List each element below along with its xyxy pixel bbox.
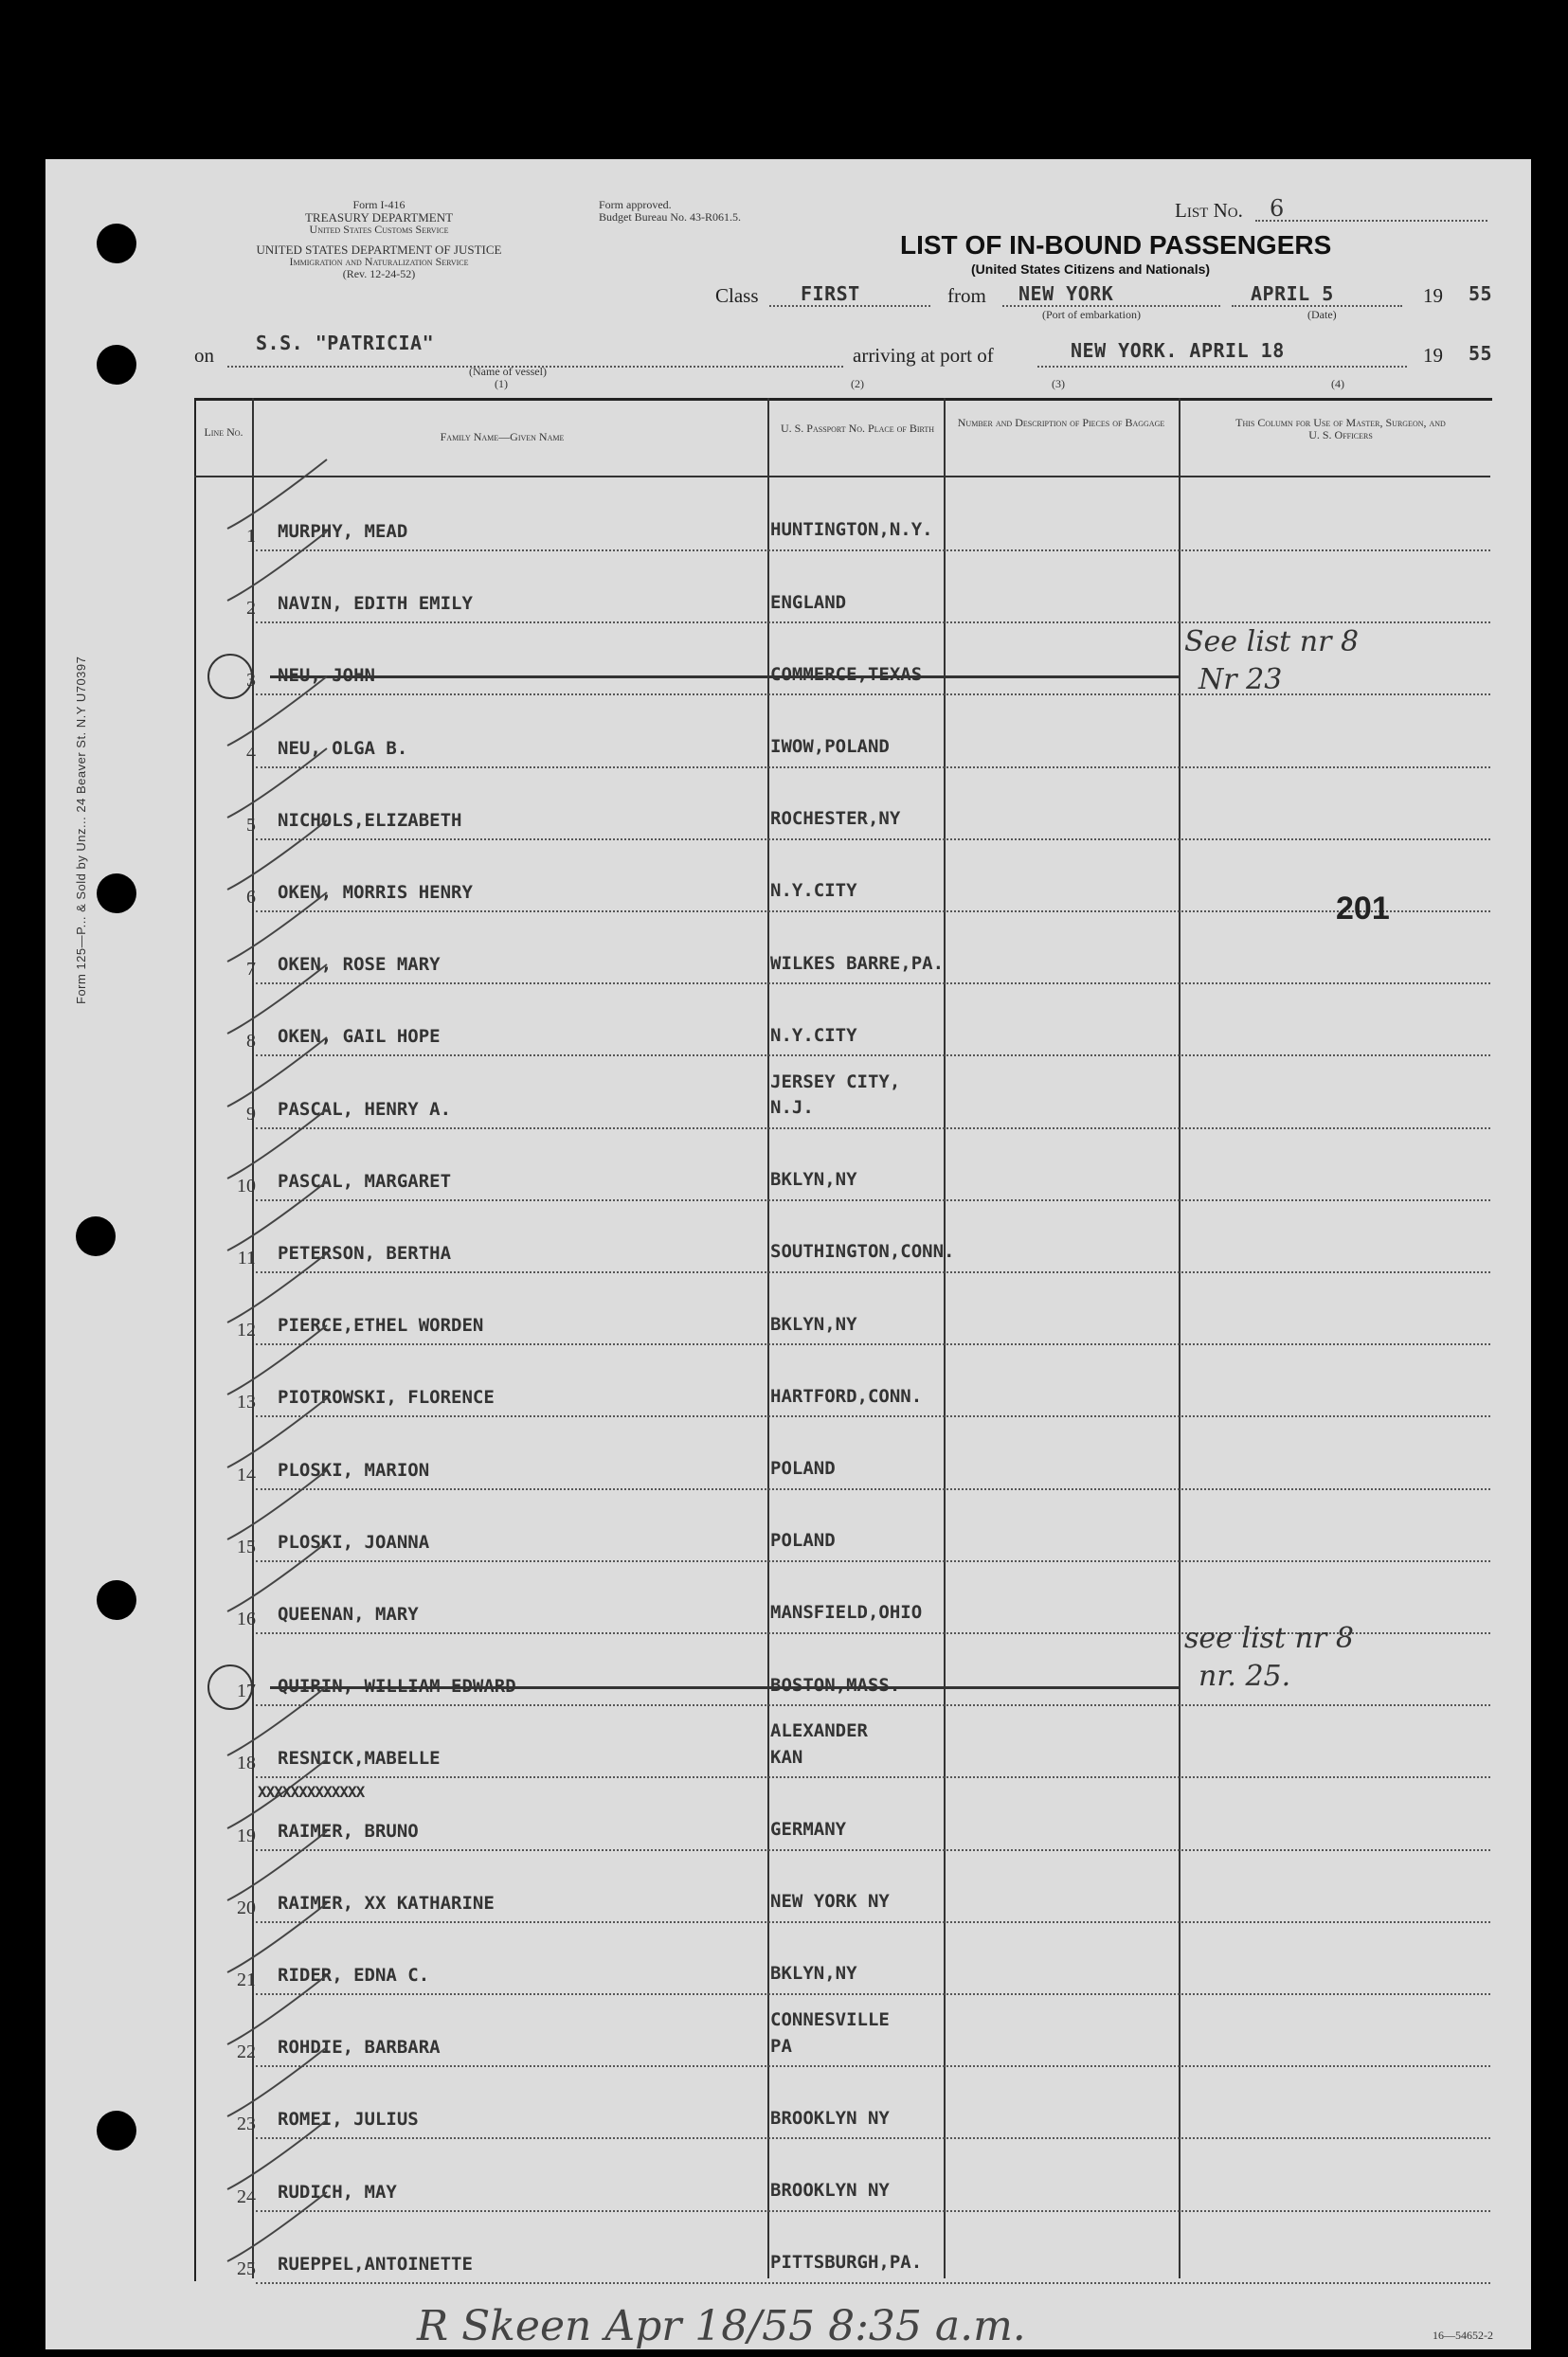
- place-of-birth: POLAND: [770, 1458, 836, 1480]
- treasury-dept: TREASURY DEPARTMENT: [304, 209, 454, 225]
- line-number: 21: [237, 1970, 256, 1990]
- passenger-name: PIERCE,ETHEL WORDEN: [278, 1315, 484, 1337]
- line-number: 10: [237, 1175, 256, 1196]
- check-stroke: [227, 1253, 327, 1322]
- place-of-birth: ROCHESTER,NY: [770, 808, 901, 830]
- form-title: LIST OF IN-BOUND PASSENGERS: [900, 230, 1332, 260]
- from-value: NEW YORK: [1018, 282, 1114, 305]
- line-number: 6: [246, 887, 256, 908]
- place-of-birth: ENGLAND: [770, 591, 847, 613]
- form-code: 16—54652-2: [1433, 2329, 1493, 2342]
- check-stroke: [227, 2192, 327, 2261]
- row-dotted-rule: [256, 1415, 1490, 1417]
- binder-hole: [97, 345, 136, 385]
- vessel-caption: (Name of vessel): [469, 365, 547, 378]
- place-of-birth: POLAND: [770, 1530, 836, 1552]
- row-dotted-rule: [256, 549, 1490, 551]
- arrival-year-value: 55: [1469, 342, 1493, 365]
- place-of-birth: N.Y.CITY: [770, 880, 857, 902]
- date-caption: (Date): [1307, 308, 1337, 321]
- check-stroke: [227, 1975, 327, 2044]
- passenger-name: QUEENAN, MARY: [278, 1604, 419, 1625]
- passenger-name: PLOSKI, JOANNA: [278, 1531, 430, 1553]
- line-number: 11: [237, 1248, 256, 1268]
- passenger-name: NICHOLS,ELIZABETH: [278, 809, 462, 831]
- check-stroke: [227, 1398, 327, 1467]
- place-of-birth: BOSTON,MASS.: [770, 1674, 901, 1696]
- check-stroke: [227, 1181, 327, 1250]
- row-dotted-rule: [256, 621, 1490, 623]
- passenger-name: RAIMER, XX KATHARINE: [278, 1892, 495, 1914]
- stamp-number: 201: [1336, 891, 1390, 927]
- table-row: [194, 700, 1490, 772]
- table-row: [194, 916, 1490, 988]
- arriving-label: arriving at port of: [853, 344, 994, 367]
- header-left: [189, 199, 568, 280]
- revision-date: (Rev. 12-24-52): [342, 267, 416, 281]
- year-value: 55: [1469, 282, 1493, 305]
- form-approved: Form approved.: [599, 198, 672, 211]
- class-label: Class: [715, 284, 759, 307]
- row-dotted-rule: [256, 2137, 1490, 2139]
- check-stroke: [227, 1109, 327, 1178]
- line-number: 17: [237, 1681, 256, 1702]
- table-row: [194, 1494, 1490, 1566]
- header-mid: [599, 199, 741, 223]
- table-row: [194, 1422, 1490, 1494]
- col2-caption: (2): [851, 377, 864, 390]
- passenger-name: PASCAL, MARGARET: [278, 1170, 452, 1192]
- check-stroke: [227, 1686, 327, 1755]
- justice-dept: UNITED STATES DEPARTMENT OF JUSTICE: [256, 242, 502, 257]
- handwritten-note-line3-a: See list nr 8: [1184, 625, 1360, 658]
- strike-through-line: [270, 675, 1180, 678]
- check-mark: [223, 2187, 336, 2273]
- row-dotted-rule: [256, 982, 1490, 984]
- date-dots: [1232, 305, 1402, 307]
- row-dotted-rule: [256, 1993, 1490, 1995]
- check-stroke: [227, 964, 327, 1034]
- passenger-name: ROMEI, JULIUS: [278, 2109, 419, 2131]
- table-row: [194, 2216, 1490, 2288]
- passenger-name: NEU, JOHN: [278, 665, 375, 687]
- table-row: [194, 1783, 1490, 1855]
- check-stroke: [227, 748, 327, 818]
- class-dots: [769, 305, 930, 307]
- passenger-name: PETERSON, BERTHA: [278, 1243, 452, 1264]
- table-row: [194, 772, 1490, 844]
- place-of-birth: BKLYN,NY: [770, 1313, 857, 1335]
- passenger-name: OKEN, MORRIS HENRY: [278, 882, 473, 903]
- passenger-name: PIOTROWSKI, FLORENCE: [278, 1387, 495, 1409]
- check-mark: [223, 527, 336, 612]
- row-dotted-rule: [256, 1127, 1490, 1129]
- passenger-name: PLOSKI, MARION: [278, 1459, 430, 1481]
- arrival-year-label: 19: [1423, 344, 1443, 367]
- table-row: [194, 1927, 1490, 1999]
- check-stroke: [227, 892, 327, 962]
- check-stroke: [227, 1903, 327, 1972]
- check-stroke: [227, 1831, 327, 1900]
- passenger-name: QUIRIN, WILLIAM EDWARD: [278, 1676, 516, 1698]
- row-dotted-rule: [256, 1054, 1490, 1056]
- check-stroke: [227, 531, 327, 601]
- year-label: 19: [1423, 284, 1443, 307]
- binder-hole: [97, 224, 136, 263]
- line-number: 16: [237, 1609, 256, 1629]
- row-dotted-rule: [256, 1199, 1490, 1201]
- row-dotted-rule: [256, 1704, 1490, 1706]
- line-number: 5: [246, 814, 256, 836]
- table-row: [194, 555, 1490, 627]
- arrival-value: NEW YORK. APRIL 18: [1071, 339, 1285, 362]
- place-of-birth: HARTFORD,CONN.: [770, 1385, 923, 1407]
- line-number: 19: [237, 1825, 256, 1846]
- row-dotted-rule: [256, 1271, 1490, 1273]
- passenger-name: PASCAL, HENRY A.: [278, 1098, 452, 1120]
- form-number: Form I-416: [352, 198, 406, 211]
- binder-hole: [97, 873, 136, 913]
- list-no-label: List No.: [1175, 199, 1243, 222]
- row-dotted-rule: [256, 2210, 1490, 2212]
- check-stroke: [227, 459, 327, 529]
- table-row: [194, 1349, 1490, 1421]
- line-number: 22: [237, 2042, 256, 2063]
- place-of-birth: BKLYN,NY: [770, 1169, 857, 1191]
- col4-caption: (4): [1331, 377, 1344, 390]
- line-number: 3: [246, 670, 256, 692]
- passenger-name: OKEN, GAIL HOPE: [278, 1026, 441, 1048]
- place-of-birth: SOUTHINGTON,CONN.: [770, 1241, 955, 1263]
- handwritten-note-line17-b: nr. 25.: [1199, 1660, 1291, 1693]
- place-of-birth: COMMERCE,TEXAS: [770, 663, 923, 685]
- col1-caption: (1): [495, 377, 508, 390]
- passenger-name: OKEN, ROSE MARY: [278, 954, 441, 976]
- row-dotted-rule: [256, 2282, 1490, 2284]
- col-officers: This Column for Use of Master, Surgeon, and U. S. Officers: [1235, 416, 1446, 442]
- passenger-name: ROHDIE, BARBARA: [278, 2037, 441, 2059]
- on-label: on: [194, 344, 214, 367]
- list-no-value: 6: [1270, 195, 1285, 222]
- place-of-birth: CONNESVILLE PA: [770, 2009, 890, 2057]
- passenger-name: RAIMER, BRUNO: [278, 1820, 419, 1842]
- from-label: from: [947, 284, 986, 307]
- date-value: APRIL 5: [1251, 282, 1334, 305]
- line-number: 13: [237, 1392, 256, 1413]
- place-of-birth: IWOW,POLAND: [770, 736, 890, 758]
- list-no-dots: [1255, 220, 1487, 222]
- place-of-birth: MANSFIELD,OHIO: [770, 1602, 923, 1624]
- class-value: FIRST: [801, 282, 860, 305]
- line-number: 2: [246, 598, 256, 620]
- line-number: 9: [246, 1103, 256, 1125]
- budget-bureau: Budget Bureau No. 43-R061.5.: [599, 209, 741, 224]
- check-stroke: [227, 820, 327, 890]
- line-number: 7: [246, 959, 256, 981]
- line-number: 15: [237, 1536, 256, 1557]
- row-dotted-rule: [256, 1921, 1490, 1923]
- from-dots: [1002, 305, 1220, 307]
- place-of-birth: NEW YORK NY: [770, 1891, 890, 1913]
- ins-service: Immigration and Naturalization Service: [289, 255, 469, 269]
- printer-side-text: Form 125—P... & Sold by Unz... 24 Beaver St. N.Y U70397: [74, 656, 88, 1004]
- place-of-birth: GERMANY: [770, 1819, 847, 1841]
- table-row: [194, 1061, 1490, 1133]
- passenger-name: RIDER, EDNA C.: [278, 1965, 430, 1986]
- place-of-birth: JERSEY CITY, N.J.: [770, 1071, 901, 1119]
- binder-hole: [97, 2111, 136, 2150]
- table-row: [194, 1710, 1490, 1782]
- customs-service: United States Customs Service: [309, 223, 449, 237]
- line-number: 1: [246, 526, 256, 547]
- passenger-name: RUDICH, MAY: [278, 2181, 397, 2203]
- col-baggage: Number and Description of Pieces of Baggage: [957, 416, 1165, 429]
- check-stroke: [227, 1325, 327, 1394]
- check-mark: [223, 1538, 336, 1623]
- binder-hole: [76, 1216, 116, 1256]
- inspector-signature: R Skeen Apr 18/55 8:35 a.m.: [417, 2302, 1026, 2350]
- line-number: 14: [237, 1464, 256, 1485]
- place-of-birth: BKLYN,NY: [770, 1963, 857, 1985]
- check-stroke: [227, 2047, 327, 2116]
- check-stroke: [227, 1037, 327, 1107]
- table-row: [194, 1205, 1490, 1277]
- line-number: 8: [246, 1031, 256, 1053]
- arrival-dots: [1037, 366, 1407, 368]
- col-family-name: Family Name—Given Name: [440, 430, 565, 443]
- place-of-birth: ALEXANDER KAN: [770, 1720, 868, 1768]
- table-row: [194, 844, 1490, 916]
- table-row: [194, 988, 1490, 1060]
- line-number: 4: [246, 742, 256, 764]
- form-subtitle: (United States Citizens and Nationals): [971, 261, 1211, 277]
- col-passport: U. S. Passport No. Place of Birth: [780, 422, 935, 435]
- passenger-name: RUEPPEL,ANTOINETTE: [278, 2253, 473, 2275]
- col-line-no: Line No.: [204, 425, 243, 439]
- passenger-name: RESNICK,MABELLE: [278, 1748, 441, 1770]
- line-number: 24: [237, 2186, 256, 2207]
- struck-name-line18: XXXXXXXXXXXXX: [258, 1783, 365, 1801]
- header-rule: [194, 476, 1490, 477]
- check-stroke: [227, 676, 327, 746]
- handwritten-note-line17-a: see list nr 8: [1184, 1622, 1354, 1655]
- place-of-birth: BROOKLYN NY: [770, 2180, 890, 2202]
- line-number: 20: [237, 1897, 256, 1918]
- place-of-birth: WILKES BARRE,PA.: [770, 952, 945, 974]
- row-dotted-rule: [256, 1488, 1490, 1490]
- vessel-value: S.S. "PATRICIA": [256, 332, 435, 354]
- table-row: [194, 1855, 1490, 1927]
- line-number: 12: [237, 1320, 256, 1341]
- row-dotted-rule: [256, 1849, 1490, 1851]
- port-embark-caption: (Port of embarkation): [1042, 308, 1141, 321]
- table-row: [194, 1277, 1490, 1349]
- check-stroke: [227, 1470, 327, 1539]
- table-row: [194, 1999, 1490, 2071]
- col3-caption: (3): [1052, 377, 1065, 390]
- place-of-birth: PITTSBURGH,PA.: [770, 2252, 923, 2274]
- table-row: [194, 483, 1490, 555]
- row-dotted-rule: [256, 2065, 1490, 2067]
- row-dotted-rule: [256, 1343, 1490, 1345]
- row-dotted-rule: [256, 693, 1490, 695]
- strike-through-line: [270, 1686, 1180, 1689]
- row-dotted-rule: [256, 910, 1490, 912]
- line-number: 25: [237, 2258, 256, 2279]
- place-of-birth: BROOKLYN NY: [770, 2107, 890, 2129]
- row-dotted-rule: [256, 838, 1490, 840]
- row-dotted-rule: [256, 1560, 1490, 1562]
- line-number: 23: [237, 2114, 256, 2135]
- binder-hole: [97, 1580, 136, 1620]
- passenger-name: NAVIN, EDITH EMILY: [278, 593, 473, 615]
- line-number: 18: [237, 1753, 256, 1774]
- place-of-birth: N.Y.CITY: [770, 1024, 857, 1046]
- table-row: [194, 2144, 1490, 2216]
- handwritten-note-line3-b: Nr 23: [1199, 663, 1283, 696]
- table-row: [194, 2071, 1490, 2143]
- row-dotted-rule: [256, 1776, 1490, 1778]
- row-dotted-rule: [256, 766, 1490, 768]
- check-stroke: [227, 2120, 327, 2189]
- place-of-birth: HUNTINGTON,N.Y.: [770, 519, 933, 541]
- passenger-name: MURPHY, MEAD: [278, 521, 408, 542]
- check-stroke: [227, 1542, 327, 1611]
- table-row: [194, 1133, 1490, 1205]
- passenger-name: NEU, OLGA B.: [278, 737, 408, 759]
